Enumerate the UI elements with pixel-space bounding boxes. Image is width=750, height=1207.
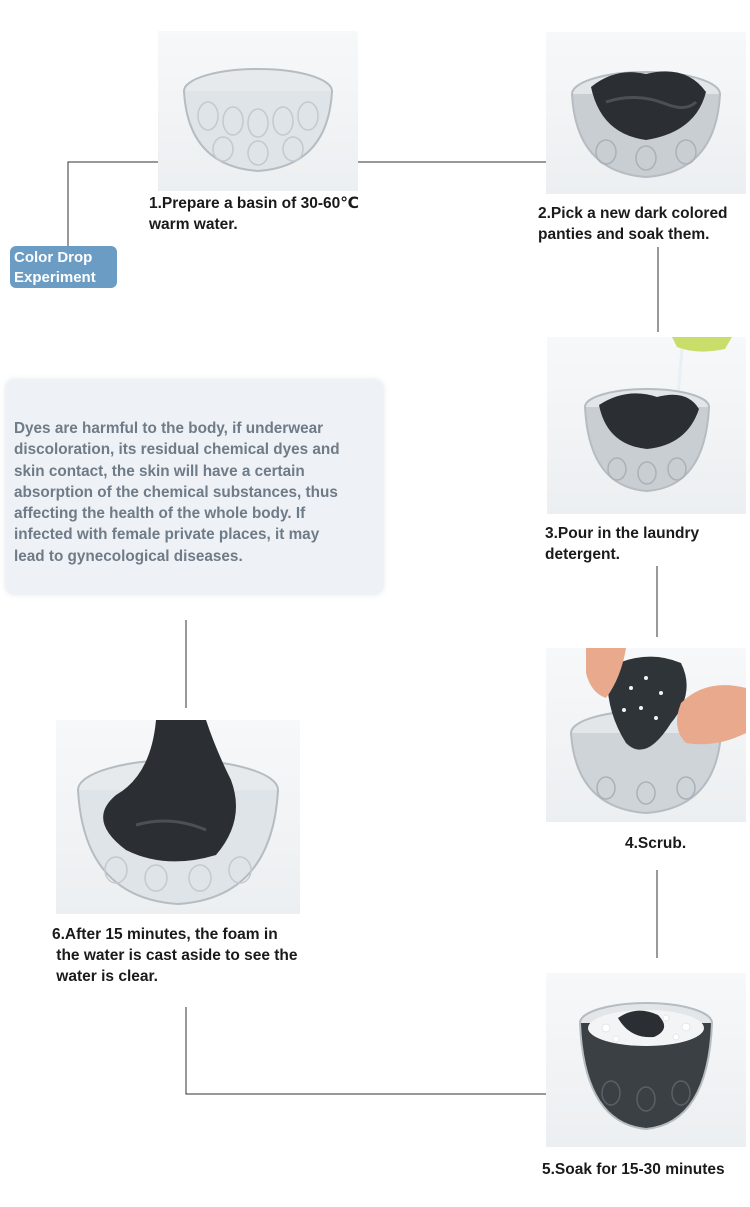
step-6-photo [56,720,300,914]
dye-warning-textbox [6,380,383,594]
step-2-caption [538,203,728,245]
step-3-line: 3.Pour in the laundry [545,525,700,542]
glass-bowl-icon [158,31,358,191]
step-1-photo [158,31,358,191]
step-5-caption [542,1159,725,1180]
step-6-line: the water is cast aside to see the [52,947,298,964]
step-6-line: 6.After 15 minutes, the foam in [52,926,278,943]
step-1-line: warm water. [149,216,238,233]
step-3-caption [545,523,699,565]
step-6-caption [52,924,298,987]
step-5-line: 5.Soak for 15-30 minutes [542,1161,725,1178]
step-3-photo [547,337,746,514]
info-line: skin contact, the skin will have a certain [14,462,305,480]
badge-line-1: Color Drop [14,249,93,266]
info-line: discoloration, its residual chemical dyes and [14,441,340,459]
info-line: infected with female private places, it may [14,526,320,544]
hand-icon [546,648,746,822]
step-2-line: 2.Pick a new dark colored [538,205,728,222]
step-1-caption [149,193,359,235]
step-1-line: 1.Prepare a basin of 30-60℃ [149,195,360,212]
connector-step5-to-step6 [186,1007,546,1094]
step-2-photo [546,32,746,194]
detergent-bottle-icon [547,337,746,514]
step-6-line: water is clear. [52,968,158,985]
step-3-line: detergent. [545,546,620,563]
connector-badge-to-step1 [68,162,158,246]
step-5-photo [546,973,746,1147]
info-line: affecting the health of the whole body. If [14,505,306,523]
step-4-photo [546,648,746,822]
info-line: lead to gynecological diseases. [14,547,243,565]
info-line: absorption of the chemical substances, thus [14,483,338,501]
color-drop-experiment-badge [10,246,117,288]
badge-line-2: Experiment [14,269,96,286]
info-line: Dyes are harmful to the body, if underwear [14,420,324,437]
foam-icon [546,973,746,1147]
dark-fabric-icon [56,720,300,914]
step-2-line: panties and soak them. [538,226,710,243]
dark-fabric-icon [546,32,746,194]
step-4-line: 4.Scrub. [625,835,687,852]
step-4-caption [625,833,686,854]
